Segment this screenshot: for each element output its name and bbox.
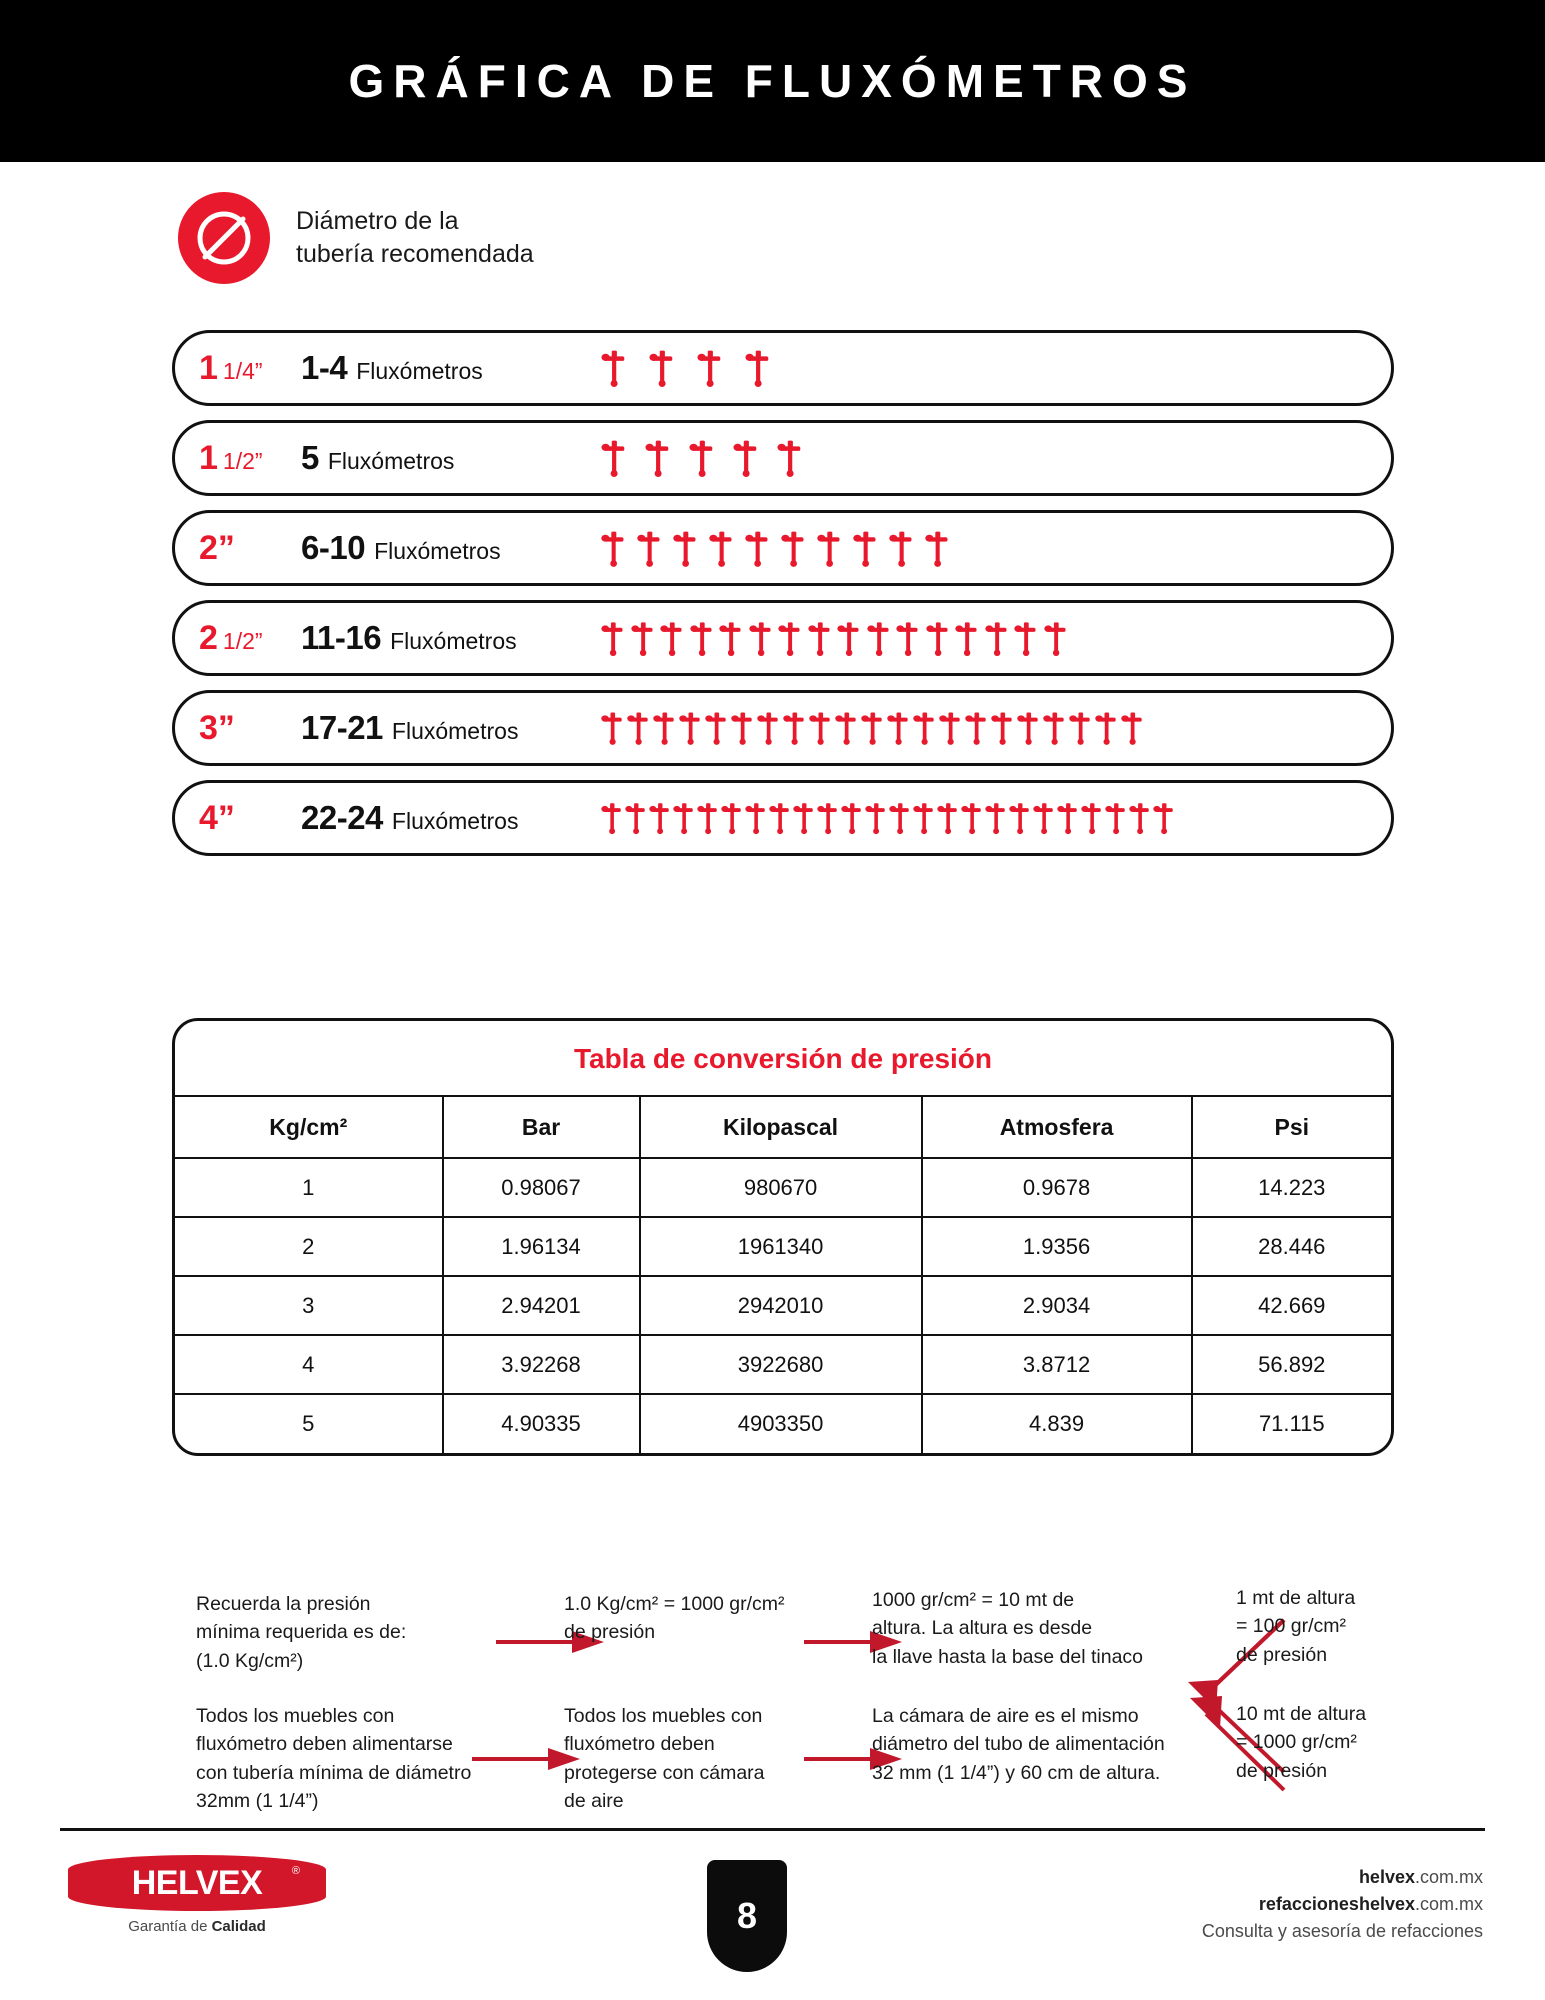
pipe-size-cell <box>175 619 301 658</box>
flowmeter-icon <box>601 438 627 478</box>
pipe-size-main: 1 <box>199 348 218 387</box>
page-number-badge <box>707 1860 787 1972</box>
flowmeter-icon-group <box>601 529 950 568</box>
flowmeter-icons-cell <box>601 438 1391 478</box>
flowmeter-count-cell <box>301 799 601 837</box>
flowmeter-icons-cell <box>601 348 1391 388</box>
flowmeter-count-cell <box>301 349 601 387</box>
flowmeter-icon <box>631 620 655 657</box>
flowmeter-icon <box>649 801 671 835</box>
flowmeter-icon <box>1069 710 1092 746</box>
logo-tagline <box>68 1918 326 1935</box>
flowmeter-icon <box>1095 710 1118 746</box>
flowmeter-icons-cell <box>601 529 1391 568</box>
flowmeter-icon <box>709 529 734 568</box>
flowmeter-icon <box>965 710 988 746</box>
helvex-logo <box>68 1855 368 1935</box>
note-1mt-height: 1 mt de altura = 100 gr/cm² de presión <box>1236 1587 1356 1666</box>
website-helvex-bold: helvex <box>1358 1867 1415 1887</box>
flowmeter-icon <box>745 348 771 388</box>
flowmeter-icon <box>1044 620 1068 657</box>
flowmeter-icon <box>627 710 650 746</box>
flowmeter-icons-cell <box>601 710 1391 746</box>
flowmeter-icon <box>913 710 936 746</box>
legend-line-1: Diámetro de la <box>296 207 459 235</box>
flowmeter-count-label: Fluxómetros <box>391 808 519 834</box>
flowmeter-icon <box>837 620 861 657</box>
pipe-size-fraction: 1/2” <box>222 447 263 474</box>
flowmeter-icon <box>731 710 754 746</box>
table-cell: 71.115 <box>1192 1394 1391 1453</box>
pipe-size-main: 3” <box>199 708 235 747</box>
table-row <box>175 1158 1391 1217</box>
table-column-header: Kilopascal <box>640 1096 922 1158</box>
flowmeter-icon <box>783 710 806 746</box>
table-cell: 42.669 <box>1192 1276 1391 1335</box>
flowmeter-icon <box>745 529 770 568</box>
flowmeter-icon <box>679 710 702 746</box>
flowmeter-icon <box>745 801 767 835</box>
table-cell: 2942010 <box>640 1276 922 1335</box>
flowmeter-icon <box>793 801 815 835</box>
footer-tagline: Consulta y asesoría de refacciones <box>1201 1921 1483 1941</box>
table-column-header: Bar <box>443 1096 640 1158</box>
website-helvex-rest: .com.mx <box>1414 1867 1483 1887</box>
pipe-row <box>172 600 1394 676</box>
flowmeter-count-label: Fluxómetros <box>374 538 501 564</box>
flowmeter-icon <box>1017 710 1040 746</box>
pipe-size-cell <box>175 709 301 748</box>
note-gr-to-height: 1000 gr/cm² = 10 mt de altura. La altura es desde la llave hasta la base del tinaco <box>872 1589 1144 1668</box>
flowmeter-icons-cell <box>601 620 1391 657</box>
table-column-header: Atmosfera <box>922 1096 1192 1158</box>
legend-text <box>296 205 534 271</box>
table-cell: 1.9356 <box>922 1217 1192 1276</box>
flowmeter-icon <box>817 529 842 568</box>
website-refacciones[interactable] <box>1202 1891 1483 1918</box>
flowmeter-count-number: 11-16 <box>301 619 382 656</box>
note-10mt-height: 10 mt de altura = 1000 gr/cm² de presión <box>1236 1703 1367 1782</box>
flowmeter-icon <box>939 710 962 746</box>
table-cell: 2.94201 <box>443 1276 640 1335</box>
flowmeter-icon <box>1129 801 1151 835</box>
flowmeter-icon-group <box>601 710 1144 746</box>
flowmeter-count-label: Fluxómetros <box>390 628 517 654</box>
pipe-size-main: 2 <box>199 618 218 657</box>
table-cell: 4.90335 <box>443 1394 640 1453</box>
flowmeter-count-cell <box>301 619 601 657</box>
logo-banner <box>68 1855 326 1911</box>
flowmeter-icon <box>853 529 878 568</box>
flowmeter-icon <box>690 620 714 657</box>
flowmeter-icon <box>653 710 676 746</box>
flowmeter-icon <box>889 801 911 835</box>
flowmeter-icon <box>719 620 743 657</box>
flowmeter-icon <box>835 710 858 746</box>
page-number: 8 <box>736 1895 758 1936</box>
flowmeter-icon <box>637 529 662 568</box>
table-cell: 3.8712 <box>922 1335 1192 1394</box>
flowmeter-icon <box>778 620 802 657</box>
flowmeter-icon <box>697 801 719 835</box>
legend-line-2: tubería recomendada <box>296 240 534 268</box>
flowmeter-icon <box>697 348 723 388</box>
flowmeter-icon <box>961 801 983 835</box>
flowmeter-icon <box>777 438 803 478</box>
flowmeter-icon <box>705 710 728 746</box>
pipe-size-cell <box>175 349 301 388</box>
flowmeter-icon <box>601 620 625 657</box>
flowmeter-icon <box>625 801 647 835</box>
flowmeter-icon <box>673 801 695 835</box>
footer-divider <box>60 1828 1485 1831</box>
pipe-row <box>172 420 1394 496</box>
flowmeter-icon <box>991 710 1014 746</box>
table-cell: 2.9034 <box>922 1276 1192 1335</box>
table-cell: 1.96134 <box>443 1217 640 1276</box>
flowmeter-icon <box>689 438 715 478</box>
note-air-chamber-dimensions: La cámara de aire es el mismo diámetro del tubo de alimentación 32 mm (1 1/4”) y 60 cm de altura. <box>872 1705 1165 1784</box>
flowmeter-count-number: 22-24 <box>301 799 383 836</box>
pipe-row <box>172 330 1394 406</box>
flowmeter-icon-group <box>601 801 1175 835</box>
flowmeter-icon <box>649 348 675 388</box>
flowmeter-icon <box>955 620 979 657</box>
flowmeter-count-label: Fluxómetros <box>327 448 455 474</box>
flowmeter-icon <box>1105 801 1127 835</box>
pipe-size-cell <box>175 799 301 838</box>
table-cell: 4 <box>175 1335 443 1394</box>
flowmeter-icon <box>817 801 839 835</box>
pipe-size-cell <box>175 529 301 568</box>
table-cell: 0.9678 <box>922 1158 1192 1217</box>
flowmeter-icon-group <box>601 438 803 478</box>
table-cell: 28.446 <box>1192 1217 1391 1276</box>
flowmeter-icon <box>865 801 887 835</box>
legend <box>178 192 534 284</box>
table-cell: 4.839 <box>922 1394 1192 1453</box>
flowmeter-icon <box>985 801 1007 835</box>
table-cell: 4903350 <box>640 1394 922 1453</box>
table-cell: 3.92268 <box>443 1335 640 1394</box>
flowmeter-icon <box>1057 801 1079 835</box>
table-row <box>175 1276 1391 1335</box>
footer-contact <box>1202 1864 1483 1945</box>
flowmeter-count-label: Fluxómetros <box>356 358 483 384</box>
flowmeter-count-number: 5 <box>301 439 319 476</box>
flowmeter-count-cell <box>301 709 601 747</box>
flowmeter-icon <box>867 620 891 657</box>
logo-tagline-bold: Calidad <box>211 1918 266 1935</box>
note-minimum-pressure: Recuerda la presión mínima requerida es de: (1.0 Kg/cm²) <box>196 1593 407 1672</box>
flowmeter-icon <box>926 620 950 657</box>
table-title: Tabla de conversión de presión <box>573 1043 993 1074</box>
conversion-table-grid <box>175 1095 1391 1453</box>
flowmeter-icon <box>808 620 832 657</box>
pipe-size-cell <box>175 439 301 478</box>
flowmeter-icon <box>985 620 1009 657</box>
pipe-size-rows <box>172 330 1394 870</box>
pipe-size-main: 1 <box>199 438 218 477</box>
flowmeter-icon <box>1081 801 1103 835</box>
flowmeter-icon <box>889 529 914 568</box>
flowmeter-icon <box>769 801 791 835</box>
table-column-header: Kg/cm² <box>175 1096 443 1158</box>
logo-tagline-light: Garantía de <box>128 1918 212 1935</box>
flowmeter-icon <box>601 801 623 835</box>
flowmeter-count-number: 1-4 <box>301 349 348 386</box>
table-row <box>175 1217 1391 1276</box>
table-cell: 980670 <box>640 1158 922 1217</box>
flowmeter-icon <box>809 710 832 746</box>
header-bar <box>0 0 1545 162</box>
flowmeter-icon <box>733 438 759 478</box>
flowmeter-icon <box>913 801 935 835</box>
table-column-header: Psi <box>1192 1096 1391 1158</box>
flowmeter-icon <box>1009 801 1031 835</box>
flowmeter-icon <box>1153 801 1175 835</box>
flowmeter-icon <box>861 710 884 746</box>
flowmeter-icon <box>601 529 626 568</box>
diameter-symbol-icon <box>178 192 270 284</box>
website-refacciones-rest: .com.mx <box>1414 1894 1483 1914</box>
flowmeter-icon <box>645 438 671 478</box>
note-air-chamber-protection: Todos los muebles con fluxómetro deben protegerse con cámara de aire <box>564 1705 765 1813</box>
table-cell: 56.892 <box>1192 1335 1391 1394</box>
notes-section <box>0 1572 1545 1812</box>
flowmeter-icon <box>896 620 920 657</box>
flowmeter-icon <box>1043 710 1066 746</box>
flowmeter-icon-group <box>601 348 771 388</box>
pipe-size-fraction: 1/2” <box>222 627 263 654</box>
flowmeter-icon <box>1033 801 1055 835</box>
table-header-row <box>175 1096 1391 1158</box>
logo-wordmark: HELVEX <box>131 1863 263 1902</box>
flowmeter-icon <box>1121 710 1144 746</box>
flowmeter-icon <box>841 801 863 835</box>
flowmeter-count-label: Fluxómetros <box>391 718 519 744</box>
flowmeter-icon <box>937 801 959 835</box>
flowmeter-count-number: 6-10 <box>301 529 366 566</box>
flowmeter-icon <box>660 620 684 657</box>
flowmeter-icons-cell <box>601 801 1391 835</box>
table-cell: 1961340 <box>640 1217 922 1276</box>
table-cell: 14.223 <box>1192 1158 1391 1217</box>
flowmeter-icon <box>887 710 910 746</box>
flowmeter-icon <box>925 529 950 568</box>
flowmeter-icon <box>781 529 806 568</box>
flowmeter-icon <box>673 529 698 568</box>
flowmeter-icon <box>1014 620 1038 657</box>
page-title: GRÁFICA DE FLUXÓMETROS <box>348 55 1197 107</box>
pipe-row <box>172 690 1394 766</box>
logo-trademark-icon: ® <box>291 1865 300 1877</box>
table-cell: 1 <box>175 1158 443 1217</box>
pipe-size-main: 2” <box>199 528 235 567</box>
flowmeter-icon <box>757 710 780 746</box>
table-row <box>175 1394 1391 1453</box>
table-cell: 5 <box>175 1394 443 1453</box>
note-kg-to-gr: 1.0 Kg/cm² = 1000 gr/cm² de presión <box>564 1593 785 1644</box>
website-refacciones-bold: refaccioneshelvex <box>1258 1894 1415 1914</box>
pipe-row <box>172 510 1394 586</box>
pipe-size-fraction: 1/4” <box>222 357 263 384</box>
note-feed-pipe-diameter: Todos los muebles con fluxómetro deben alimentarse con tubería mínima de diámetro 32mm (1 1/4”) <box>196 1705 472 1813</box>
table-cell: 3922680 <box>640 1335 922 1394</box>
pipe-size-main: 4” <box>199 798 235 837</box>
table-cell: 2 <box>175 1217 443 1276</box>
pressure-conversion-table <box>172 1018 1394 1456</box>
flowmeter-icon <box>749 620 773 657</box>
flowmeter-icon <box>601 710 624 746</box>
flowmeter-count-number: 17-21 <box>301 709 383 746</box>
table-cell: 3 <box>175 1276 443 1335</box>
table-row <box>175 1335 1391 1394</box>
flowmeter-count-cell <box>301 439 601 477</box>
flowmeter-icon <box>601 348 627 388</box>
pipe-row <box>172 780 1394 856</box>
website-helvex[interactable] <box>1202 1864 1483 1891</box>
flowmeter-icon <box>721 801 743 835</box>
table-cell: 0.98067 <box>443 1158 640 1217</box>
flowmeter-count-cell <box>301 529 601 567</box>
flowmeter-icon-group <box>601 620 1068 657</box>
